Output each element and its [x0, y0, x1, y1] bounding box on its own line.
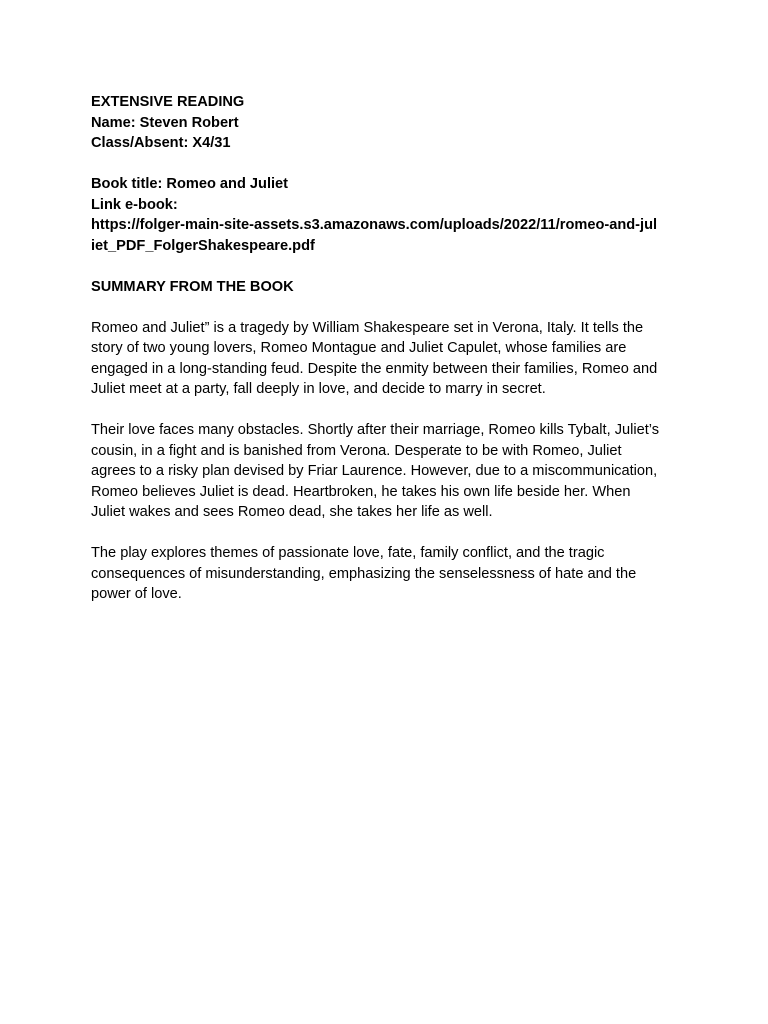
spacer [91, 154, 681, 175]
summary-heading: SUMMARY FROM THE BOOK [91, 278, 294, 295]
ebook-link-label: Link e-book: [91, 196, 178, 213]
summary-paragraph-2 [91, 420, 681, 523]
paragraph-line: power of love. [91, 586, 182, 602]
summary-paragraph-3 [91, 543, 681, 605]
ebook-link-url-line-1[interactable]: https://folger-main-site-assets.s3.amazonaws.com/uploads/2022/11/romeo-and-jul [91, 217, 658, 233]
paragraph-line: The play explores themes of passionate love, fate, family conflict, and the tragic [91, 545, 605, 561]
paragraph-line: agrees to a risky plan devised by Friar Laurence. However, due to a miscommunication, [91, 463, 658, 479]
paragraph-line: Their love faces many obstacles. Shortly after their marriage, Romeo kills Tybalt, Juliet’s [91, 422, 660, 438]
paragraph-line: Romeo and Juliet” is a tragedy by William Shakespeare set in Verona, Italy. It tells the [91, 319, 644, 336]
spacer [91, 256, 681, 277]
spacer [91, 523, 681, 544]
spacer [91, 400, 681, 421]
student-name: Name: Steven Robert [91, 114, 239, 131]
summary-paragraph-1 [91, 318, 681, 400]
paragraph-line: Juliet meet at a party, fall deeply in love, and decide to marry in secret. [91, 381, 546, 397]
class-absent: Class/Absent: X4/31 [91, 135, 231, 151]
paragraph-line: consequences of misunderstanding, emphasizing the senselessness of hate and the [91, 565, 637, 582]
paragraph-line: cousin, in a fight and is banished from Verona. Desperate to be with Romeo, Juliet [91, 442, 622, 459]
book-title: Book title: Romeo and Juliet [91, 176, 289, 192]
paragraph-line: engaged in a long-standing feud. Despite the enmity between their families, Romeo and [91, 360, 658, 377]
ebook-link-url-line-2[interactable]: iet_PDF_FolgerShakespeare.pdf [91, 237, 315, 254]
document-page [91, 92, 681, 605]
paragraph-line: story of two young lovers, Romeo Montague and Juliet Capulet, whose families are [91, 340, 627, 356]
document-heading: EXTENSIVE READING [91, 94, 245, 110]
paragraph-line: Romeo believes Juliet is dead. Heartbroken, he takes his own life beside her. When [91, 483, 631, 500]
paragraph-line: Juliet wakes and sees Romeo dead, she takes her life as well. [91, 504, 493, 520]
spacer [91, 297, 681, 318]
